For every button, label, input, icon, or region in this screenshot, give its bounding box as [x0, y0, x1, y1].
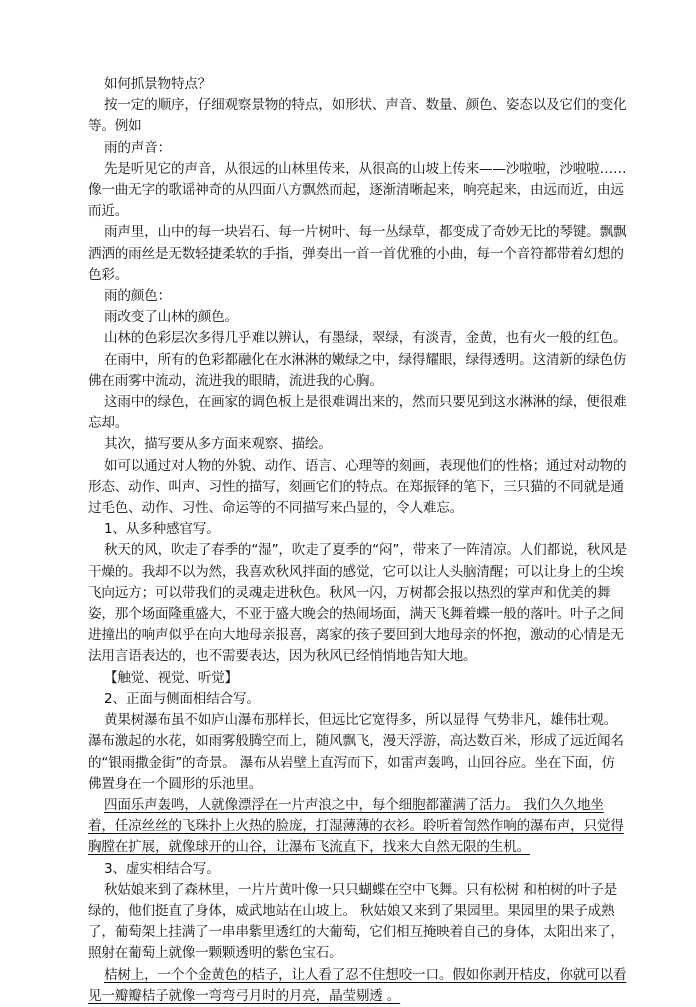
paragraph: 3、虚实相结合写。 — [104, 860, 220, 877]
document-body — [88, 74, 628, 1007]
paragraph: 四面乐声轰鸣，人就像漂浮在一片声浪之中，每个细胞都灌满了活力。 我们久久地坐着，任凉丝丝的飞珠扑上火热的脸庞，打湿薄薄的衣衫。聆听着訇然作响的瀑布声，只觉得胸膛在扩展，就像球开的山谷，让瀑布飞流直下，找来大自然无限的生机。 — [88, 796, 624, 856]
paragraph: 黄果树瀑布虽不如庐山瀑布那样长，但远比它宽得多，所以显得 气势非凡，雄伟壮观。瀑布激起的水花，如雨雾般腾空而上，随风飘飞，漫天浮游，高达数百米，形成了远近闻名的“银雨撒金街”的奇景。 瀑布从岩壁上直泻而下，如雷声轰鸣，山回谷应。坐在下面，仿佛置身在一个圆形的乐池里。 — [88, 712, 624, 792]
paragraph: 先是听见它的声音，从很远的山林里传来，从很高的山坡上传来——沙啦啦，沙啦啦……像一曲无字的歌谣神奇的从四面八方飘然而起，逐渐清晰起来，响亮起来，由远而近，由远而近。 — [88, 160, 627, 220]
paragraph: 雨的声音： — [104, 139, 171, 156]
paragraph: 1、从多种感官写。 — [104, 521, 220, 538]
paragraph: 秋天的风，吹走了春季的“湿”，吹走了夏季的“闷”，带来了一阵清凉。人们都说，秋风是干燥的。我却不以为然，我喜欢秋风拌面的感觉，它可以让人头脑清醒；可以让身上的尘埃飞向远方；可以带我们的灵魂走进秋色。秋风一闪，万树都会报以热烈的掌声和优美的舞姿，那个场面隆重盛大，不亚于盛大晚会的热闹场面，满天飞舞着蝶一般的落叶。叶子之间进撞出的响声似乎在向大地母亲报喜，离家的孩子要回到大地母亲的怀抱，激动的心情是无法用言语表达的，也不需要表达，因为秋风已经悄悄地告知大地。 — [88, 542, 627, 665]
paragraph: 秋姑娘来到了森林里，一片片黄叶像一只只蝴蝶在空中飞舞。只有松树 和柏树的叶子是绿的，他们挺直了身体，威武地站在山坡上。 秋姑娘又来到了果园里。果园里的果子成熟了，葡萄架上挂满了一串串紫里透红的大葡萄，它们相互掩映着自己的身体，太阳出来了，照射在葡萄上就像一颗颗透明的紫色宝石。 — [88, 881, 624, 962]
paragraph: 山林的色彩层次多得几乎难以辨认，有墨绿，翠绿，有淡青，金黄，也有火一般的红色。 — [104, 330, 627, 347]
paragraph: 其次，描写要从多方面来观察、描绘。 — [104, 436, 332, 453]
paragraph: 雨的颜色： — [104, 288, 171, 305]
paragraph: 在雨中，所有的色彩都融化在水淋淋的嫩绿之中，绿得耀眼，绿得透明。这清新的绿色仿佛在雨雾中流动，流进我的眼睛，流进我的心胸。 — [88, 351, 627, 389]
paragraph: 按一定的顺序，仔细观察景物的特点，如形状、声音、数量、颜色、姿态以及它们的变化等。例如 — [88, 97, 627, 135]
paragraph: 雨声里，山中的每一块岩石、每一片树叶、每一丛绿草，都变成了奇妙无比的琴键。飘飘洒洒的雨丝是无数轻捷柔软的手指，弹奏出一首一首优雅的小曲，每一个音符都带着幻想的色彩。 — [88, 224, 627, 283]
paragraph: 桔树上，一个个金黄色的桔子，让人看了忍不住想咬一口。假如你剥开桔皮，你就可以看见一瓣瓣桔子就像一弯弯弓月时的月亮，晶莹剔透 。 — [88, 966, 627, 1004]
paragraph: 雨改变了山林的颜色。 — [104, 309, 238, 326]
paragraph: 【触觉、视觉、听觉】 — [104, 669, 238, 686]
paragraph: 如可以通过对人物的外貌、动作、语言、心理等的刻画，表现他们的性格；通过对动物的形态、动作、叫声、习性的描写，刻画它们的特点。在郑振铎的笔下，三只猫的不同就是通过毛色、动作、习性、命运等的不同描写来凸显的，令人难忘。 — [88, 457, 627, 517]
paragraph: 2、正面与侧面相结合写。 — [104, 690, 260, 707]
paragraph: 这雨中的绿色，在画家的调色板上是很难调出来的，然而只要见到这水淋淋的绿，便很难忘却。 — [88, 394, 627, 432]
paragraph: 如何抓景物特点？ — [104, 76, 212, 92]
